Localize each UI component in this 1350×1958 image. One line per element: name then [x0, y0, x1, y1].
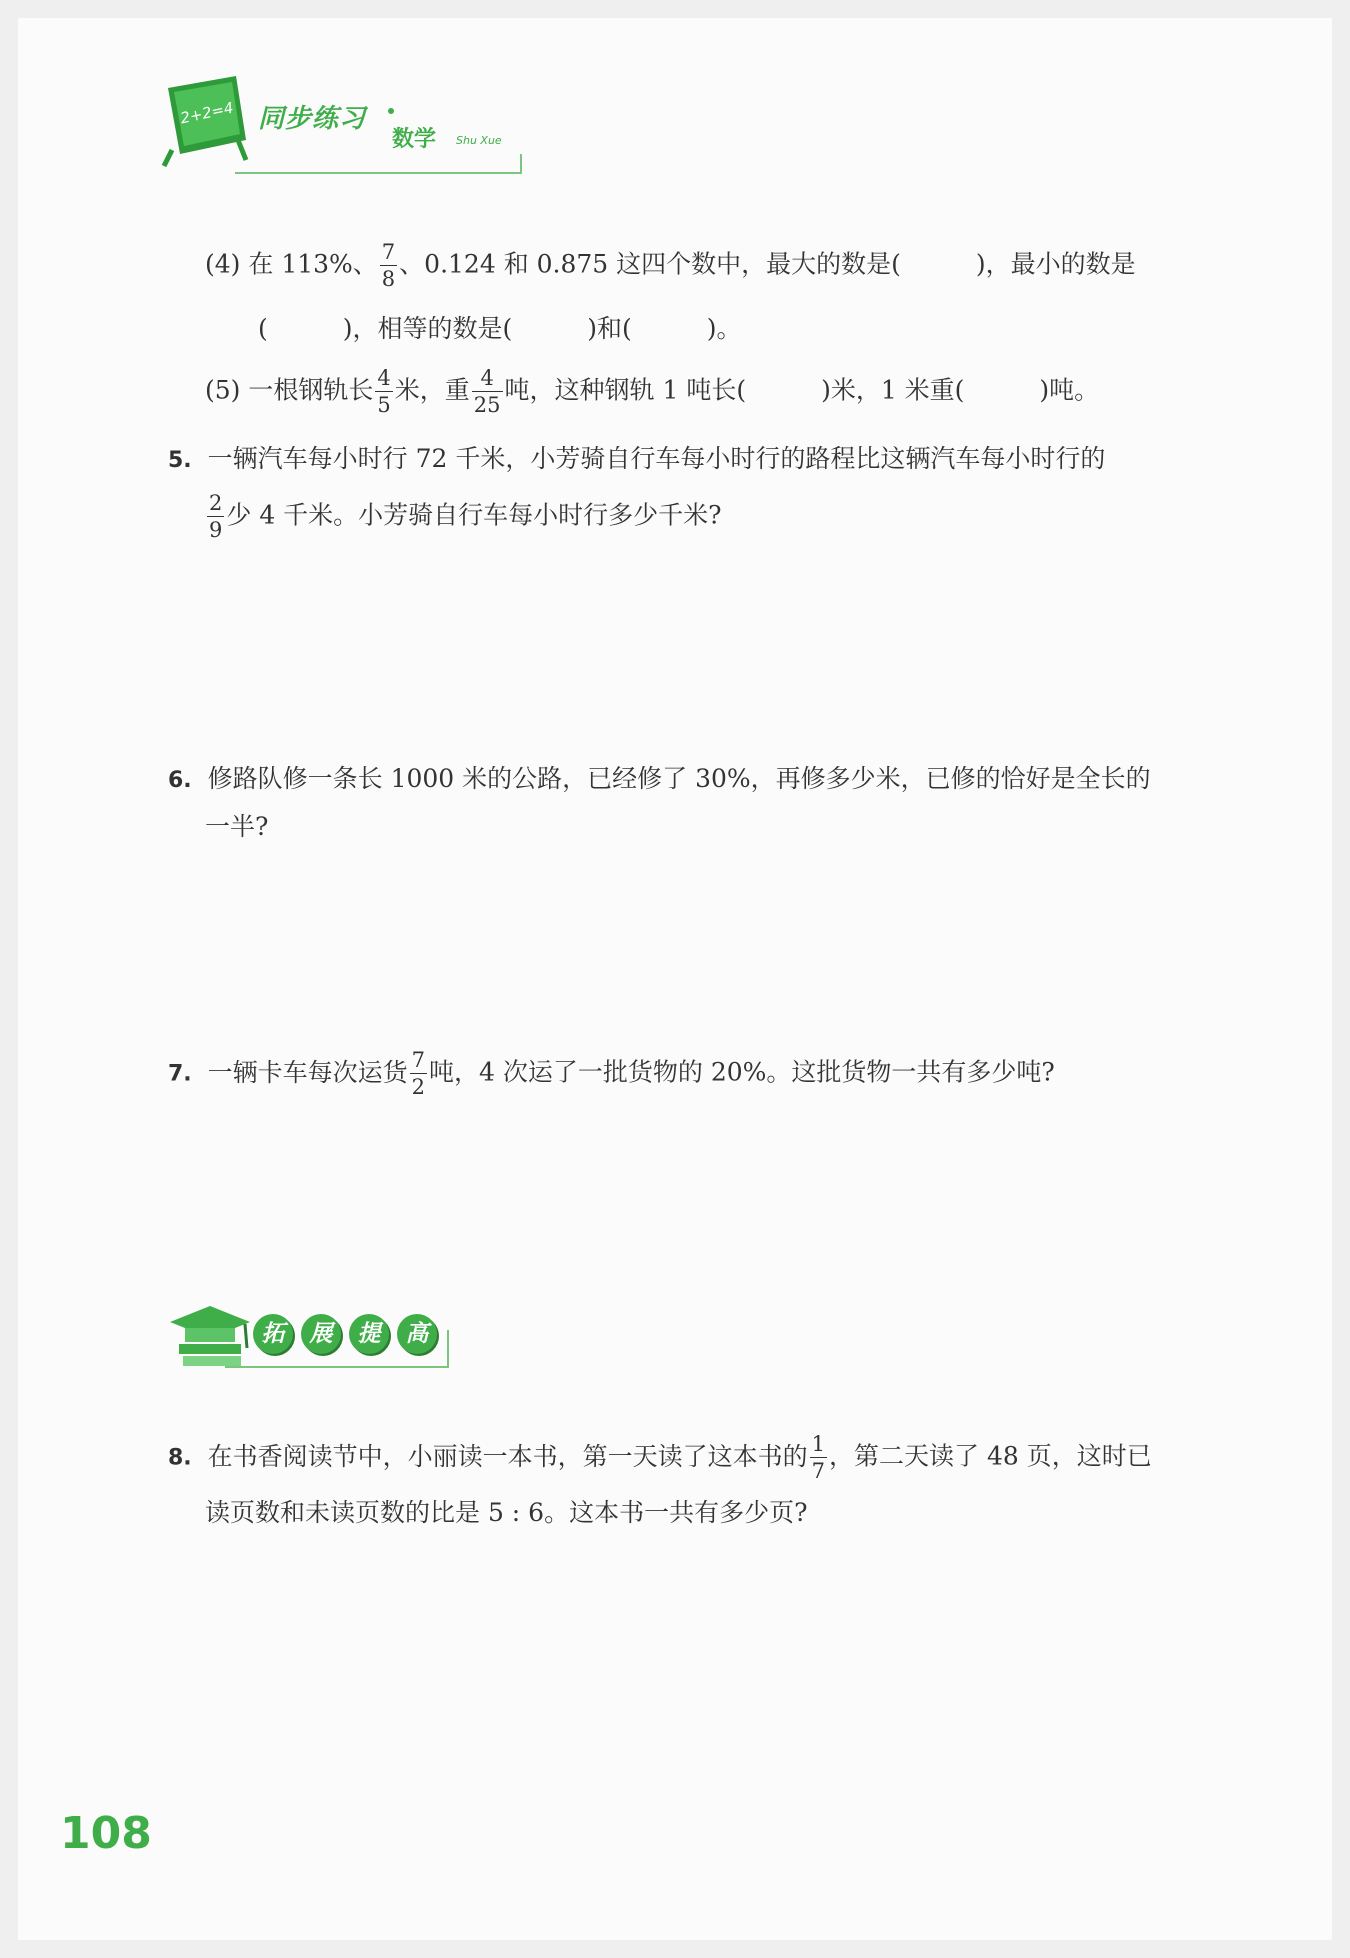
fraction-numerator: 7	[411, 1048, 426, 1072]
fraction-numerator: 4	[472, 368, 503, 392]
q4-label: (4)	[205, 249, 241, 279]
page	[18, 18, 1332, 1940]
fraction-numerator: 2	[209, 491, 223, 515]
q5sub-label: (5)	[205, 375, 241, 405]
page-number: 108	[60, 1808, 152, 1859]
q4-text-a: 在 113%、	[248, 249, 378, 279]
problem-6-line1	[168, 766, 1151, 792]
problem-number: 8.	[168, 1445, 192, 1471]
q5sub-text-b: 米，重	[394, 375, 470, 405]
fraction-denominator: 7	[811, 1459, 826, 1483]
q5sub-text-c: 吨，这种钢轨 1 吨长( )米，1 米重( )吨。	[504, 375, 1100, 405]
header-underline	[235, 154, 522, 174]
q4-line1	[205, 242, 1136, 290]
problem-5-line1	[168, 446, 1105, 472]
q5sub-line	[205, 368, 1099, 416]
problem-7-line	[168, 1050, 1055, 1098]
problem-number: 5.	[168, 448, 192, 473]
q5sub-text-a: 一根钢轨长	[248, 375, 374, 405]
section-banner	[165, 1292, 455, 1387]
problem-text: 修路队修一条长 1000 米的公路，已经修了 30%，再修多少米，已修的恰好是全长的	[207, 764, 1151, 793]
problem-text: 少 4 千米。小芳骑自行车每小时行多少千米?	[226, 500, 722, 530]
problem-7-fraction	[410, 1050, 427, 1098]
section-char-3: 提	[349, 1314, 389, 1354]
problem-5-line2	[205, 493, 722, 541]
fraction-numerator: 1	[811, 1432, 826, 1456]
q5sub-fraction-1	[375, 368, 392, 416]
problem-5-fraction	[207, 493, 224, 541]
q4-fraction	[380, 242, 397, 290]
series-title: 同步练习	[258, 104, 367, 134]
problem-number: 7.	[168, 1061, 192, 1087]
problem-number: 6.	[168, 768, 192, 793]
problem-6-line2: 一半?	[205, 812, 269, 841]
fraction-denominator: 25	[473, 393, 501, 417]
board-text: 2+2=4	[178, 98, 236, 128]
subject-pinyin: Shu Xue	[456, 134, 502, 147]
problem-text-b: 吨，4 次运了一批货物的 20%。这批货物一共有多少吨?	[429, 1057, 1055, 1087]
fraction-denominator: 8	[381, 267, 396, 291]
problem-8-line1	[168, 1434, 1152, 1482]
problem-8-fraction	[810, 1434, 827, 1482]
q4-line2: ( )，相等的数是( )和( )。	[258, 314, 742, 343]
fraction-numerator: 7	[381, 240, 396, 264]
title-dot	[388, 108, 394, 114]
q5sub-fraction-2	[472, 368, 503, 416]
page-header	[150, 70, 530, 170]
problem-text-b: ，第二天读了 48 页，这时已	[829, 1441, 1152, 1471]
q4-text-b: 、0.124 和 0.875 这四个数中，最大的数是( )，最小的数是	[399, 249, 1136, 279]
subject-label: 数学	[392, 127, 437, 152]
section-char-4: 高	[397, 1314, 437, 1354]
fraction-numerator: 4	[377, 366, 391, 390]
fraction-denominator: 2	[411, 1075, 426, 1099]
problem-8-line2: 读页数和未读页数的比是 5 : 6。这本书一共有多少页?	[205, 1498, 808, 1527]
section-char-1: 拓	[253, 1314, 293, 1354]
fraction-denominator: 5	[377, 393, 391, 417]
fraction-denominator: 9	[209, 518, 223, 542]
problem-text-a: 一辆卡车每次运货	[207, 1057, 408, 1087]
section-char-2: 展	[301, 1314, 341, 1354]
problem-text: 一辆汽车每小时行 72 千米，小芳骑自行车每小时行的路程比这辆汽车每小时行的	[207, 444, 1106, 473]
problem-text-a: 在书香阅读节中，小丽读一本书，第一天读了这本书的	[207, 1441, 808, 1471]
